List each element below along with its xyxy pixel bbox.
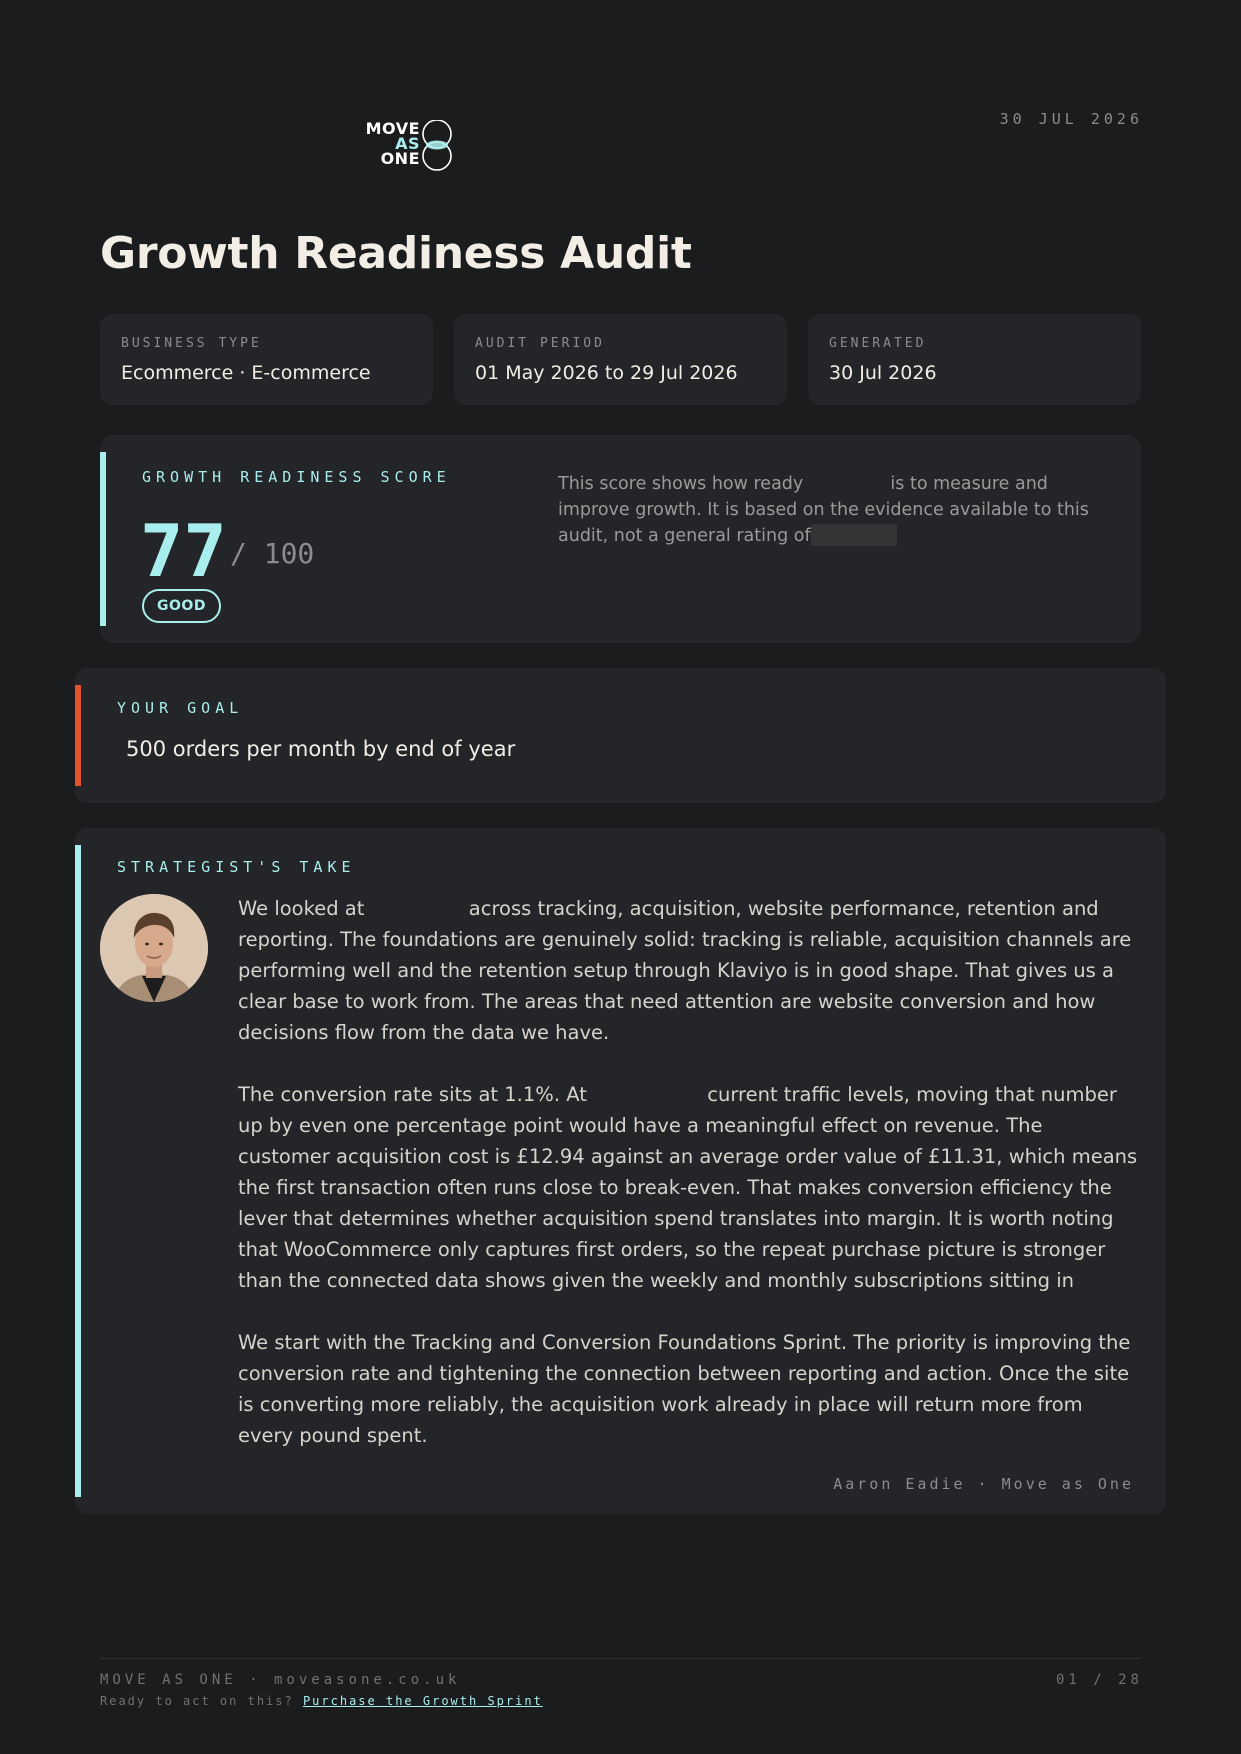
- info-value: 01 May 2026 to 29 Jul 2026: [475, 362, 738, 384]
- score-label: GROWTH READINESS SCORE: [142, 468, 451, 486]
- take-body: [238, 893, 1138, 1482]
- redacted-block: [811, 524, 897, 546]
- move-as-one-logo: MOVE AS ONE: [362, 120, 454, 172]
- goal-card: [75, 668, 1166, 803]
- take-label: STRATEGIST'S TAKE: [117, 858, 356, 876]
- footer-brand: MOVE AS ONE · moveasone.co.uk: [100, 1672, 461, 1688]
- rating-badge: GOOD: [142, 589, 221, 623]
- signoff: Aaron Eadie · Move as One: [833, 1475, 1134, 1493]
- take-paragraph: We start with the Tracking and Conversion Foundations Sprint. The priority is improving the conversion rate and tightening the connection between reporting and action. Once the site is converting more reliably, the acquisition work already in place will return more from every pound spent.: [238, 1331, 1131, 1447]
- report-date: 30 JUL 2026: [999, 110, 1143, 128]
- purchase-growth-sprint-link[interactable]: Purchase the Growth Sprint: [302, 1694, 543, 1708]
- infinity-rings-icon: [420, 120, 454, 172]
- footer-cta: Ready to act on this? Purchase the Growth Sprint: [100, 1694, 543, 1708]
- take-paragraph: We looked at across tracking, acquisition, website performance, retention and reporting. The foundations are genuinely solid: tracking is reliable, acquisition channels are performing well and the retention setup through Klaviyo is in good shape. That gives us a clear base to work from. The areas that need attention are website conversion and how decisions flow from the data we have.: [238, 897, 1132, 1044]
- strategist-avatar: [100, 894, 208, 1002]
- score-description: This score shows how ready is to measure and improve growth. It is based on the evidence available to this audit, not a general rating of: [558, 474, 1089, 546]
- score-accent-bar: [100, 452, 106, 626]
- info-value: Ecommerce · E-commerce: [121, 362, 371, 384]
- score-value: 77: [140, 509, 227, 593]
- info-label: GENERATED: [829, 336, 927, 351]
- info-value: 30 Jul 2026: [829, 362, 937, 384]
- take-paragraph: The conversion rate sits at 1.1%. At current traffic levels, moving that number up by even one percentage point would have a meaningful effect on revenue. The customer acquisition cost is £12.94 against an average order value of £11.31, which means the first transaction often runs close to break-even. That makes conversion efficiency the lever that determines whether acquisition spend translates into margin. It is worth noting that WooCommerce only captures first orders, so the repeat purchase picture is stronger than the connected data shows given the weekly and monthly subscriptions sitting in: [238, 1083, 1138, 1292]
- score-card: [100, 435, 1141, 643]
- score-denominator: / 100: [230, 537, 315, 570]
- goal-label: YOUR GOAL: [117, 699, 244, 717]
- page-title: Growth Readiness Audit: [100, 228, 692, 279]
- take-accent-bar: [75, 845, 81, 1497]
- business-type-card: [100, 314, 433, 405]
- info-label: BUSINESS TYPE: [121, 336, 262, 351]
- goal-accent-bar: [75, 685, 81, 786]
- audit-period-card: [454, 314, 787, 405]
- strategist-take-card: [75, 828, 1166, 1514]
- info-label: AUDIT PERIOD: [475, 336, 605, 351]
- generated-card: [808, 314, 1141, 405]
- goal-text: 500 orders per month by end of year: [126, 737, 516, 761]
- footer-divider: [100, 1658, 1141, 1659]
- page-number: 01 / 28: [1055, 1672, 1143, 1688]
